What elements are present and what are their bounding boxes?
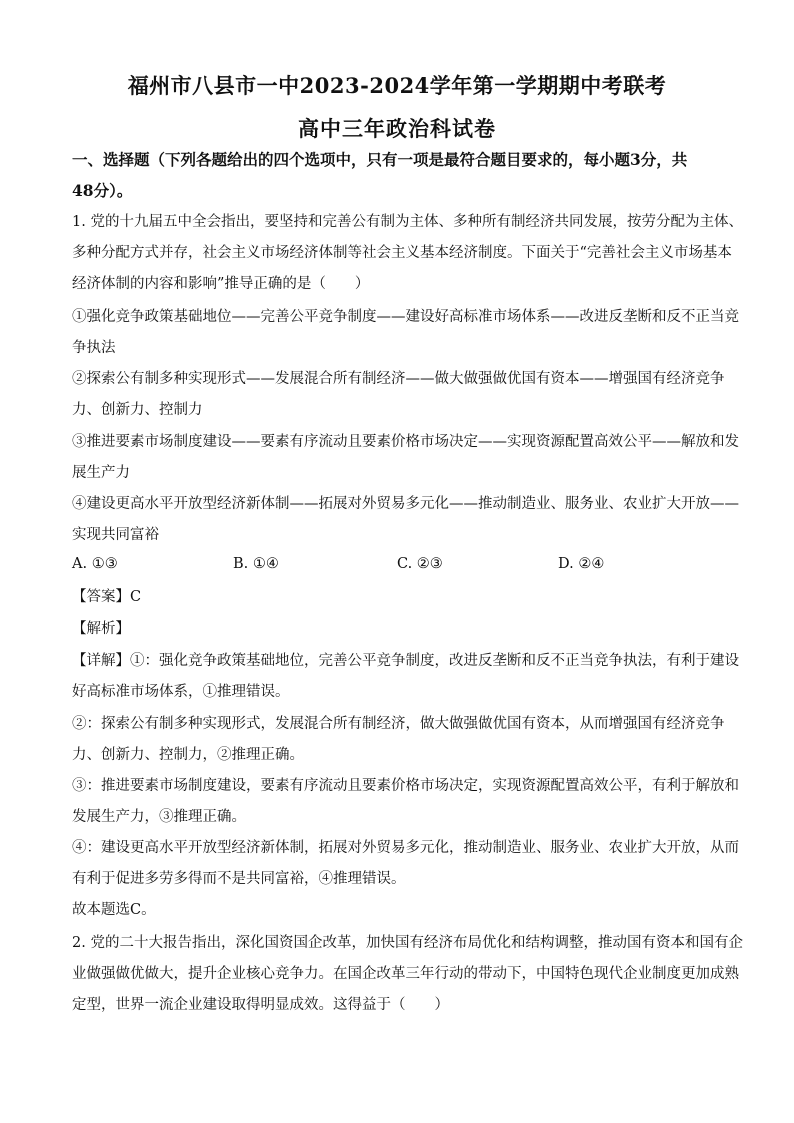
q1-option-d: D. ②④ [558,556,605,572]
exam-title: 福州市八县市一中2023-2024学年第一学期期中考联考 [127,73,667,98]
explanation-line: 故本题选C。 [72,902,156,918]
section-heading [72,144,732,206]
explanation-line: 发展生产力，③推理正确。 [72,809,246,825]
explanation-line: 好高标准市场体系，①推理错误。 [72,684,290,700]
q1-item-line: ①强化竞争政策基础地位——完善公平竞争制度——建设好高标准市场体系——改进反垄断和反不正当竞 [72,309,739,325]
section-heading-line: 48分）。 [72,181,133,200]
q1-item-line: 争执法 [72,340,116,356]
q1-option-c: C. ②③ [397,556,443,572]
q1-option-a: A. ①③ [72,556,118,572]
explanation-line: ④：建设更高水平开放型经济新体制，拓展对外贸易多元化，推动制造业、服务业、农业扩大开放，从而 [72,840,739,856]
q1-item-line: ④建设更高水平开放型经济新体制——拓展对外贸易多元化——推动制造业、服务业、农业扩大开放—— [72,496,739,512]
q1-option-b: B. ①④ [233,556,279,572]
q1-stem-line: 经济体制的内容和影响”推导正确的是（ ） [72,276,370,292]
q2-stem-line: 定型，世界一流企业建设取得明显成效。这得益于（ ） [72,997,449,1013]
q2-stem-line: 业做强做优做大，提升企业核心竞争力。在国企改革三年行动的带动下，中国特色现代企业制度更加成熟 [72,966,739,982]
explanation-line: 力、创新力、控制力，②推理正确。 [72,747,304,763]
q1-item-line: ③推进要素市场制度建设——要素有序流动且要素价格市场决定——实现资源配置高效公平——解放和发 [72,434,739,450]
q2-stem-line: 2. 党的二十大报告指出，深化国资国企改革，加快国有经济布局优化和结构调整，推动国有资本和国有企 [72,935,743,951]
q1-item-line: 力、创新力、控制力 [72,402,203,418]
answer-label: 【答案】C [72,589,142,605]
q1-item-line: 实现共同富裕 [72,527,159,543]
q1-stem-line: 1. 党的十九届五中全会指出，要坚持和完善公有制为主体、多种所有制经济共同发展，按劳分配为主体、 [72,214,743,230]
explanation-line: ③：推进要素市场制度建设，要素有序流动且要素价格市场决定，实现资源配置高效公平，有利于解放和 [72,778,739,794]
q1-stem-line: 多种分配方式并存，社会主义市场经济体制等社会主义基本经济制度。下面关于“完善社会主义市场基本 [72,245,732,261]
q1-item-line: ②探索公有制多种实现形式——发展混合所有制经济——做大做强做优国有资本——增强国有经济竞争 [72,371,725,387]
q1-item-line: 展生产力 [72,465,130,481]
exam-subtitle: 高中三年政治科试卷 [298,116,496,141]
explanation-line: 有利于促进多劳多得而不是共同富裕，④推理错误。 [72,871,406,887]
section-heading-line: 一、选择题（下列各题给出的四个选项中，只有一项是最符合题目要求的，每小题3分，共 [72,150,688,169]
explanation-line: ②：探索公有制多种实现形式，发展混合所有制经济，做大做强做优国有资本，从而增强国有经济竞争 [72,716,725,732]
explanation-line: 【详解】①：强化竞争政策基础地位，完善公平竞争制度，改进反垄断和反不正当竞争执法，有利于建设 [72,653,739,669]
analysis-label: 【解析】 [72,621,130,637]
